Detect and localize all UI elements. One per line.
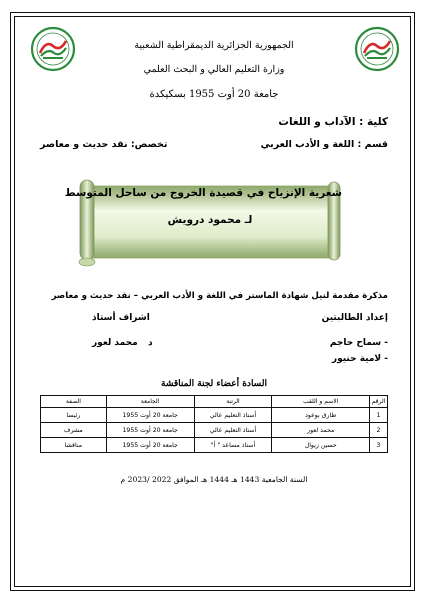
table-cell: أستاذ التعليم عالي bbox=[194, 423, 272, 438]
table-cell: حسين زيوال bbox=[272, 438, 370, 453]
supervisor-name: محمد لعور bbox=[92, 338, 138, 348]
academic-year: السنة الجامعية 1443 هـ 1444 هـ الموافق 2022 /2023 م bbox=[120, 475, 308, 484]
republic-name: الجمهورية الجزائرية الديمقراطية الشعبية bbox=[134, 40, 294, 51]
table-cell: مناقشا bbox=[41, 438, 107, 453]
students-label: إعداد الطالبتين bbox=[321, 313, 388, 323]
table-cell: طارق بوعود bbox=[272, 408, 370, 423]
table-cell: جامعة 20 أوت 1955 bbox=[106, 438, 194, 453]
supervisor-label: اشراف أستاذ bbox=[92, 313, 150, 323]
university-name: جامعة 20 أوت 1955 بسكيكدة bbox=[149, 89, 279, 100]
supervisor-prefix: د bbox=[148, 338, 153, 348]
table-cell: 1 bbox=[370, 408, 388, 423]
thesis-title-line-2: لـ محمود درويش bbox=[167, 214, 253, 226]
column-header-rank: الرتبة bbox=[194, 396, 272, 408]
table-header-row bbox=[41, 396, 388, 408]
table-cell: محمد لعور bbox=[272, 423, 370, 438]
table-cell: رئيسا bbox=[41, 408, 107, 423]
column-header-name: الاسم و اللقب bbox=[272, 396, 370, 408]
table-cell: مشرف bbox=[41, 423, 107, 438]
thesis-title-line-1: شعرية الإنزياح في قصيدة الخروج من ساحل المتوسط bbox=[64, 187, 342, 199]
page-border-inner bbox=[14, 16, 411, 587]
column-header-role: الصفة bbox=[41, 396, 107, 408]
committee-caption: السادة أعضاء لجنة المناقشة bbox=[161, 379, 267, 389]
ministry-name: وزارة التعليم العالي و البحث العلمي bbox=[143, 64, 285, 75]
committee-table bbox=[40, 395, 388, 453]
table-cell: جامعة 20 أوت 1955 bbox=[106, 408, 194, 423]
department-line: قسم : اللغة و الأدب العربي bbox=[260, 139, 388, 150]
column-header-university: الجامعة bbox=[106, 396, 194, 408]
table-cell: أستاذ مساعد " أ" bbox=[194, 438, 272, 453]
table-cell: 3 bbox=[370, 438, 388, 453]
memo-line: مذكرة مقدمة لنيل شهادة الماستر في اللغة و الأدب العربي – نقد حديث و معاصر bbox=[51, 291, 388, 301]
specialty-line: تخصص: نقد حديث و معاصر bbox=[40, 139, 168, 150]
student-1-name: - سماح حاجم bbox=[329, 338, 388, 348]
faculty-line: كلية : الآداب و اللغات bbox=[278, 116, 388, 128]
column-header-number: الرقم bbox=[370, 396, 388, 408]
table-row bbox=[41, 438, 388, 453]
table-cell: جامعة 20 أوت 1955 bbox=[106, 423, 194, 438]
table-row bbox=[41, 408, 388, 423]
table-cell: أستاذ التعليم عالي bbox=[194, 408, 272, 423]
student-2-name: - لامية حنيور bbox=[331, 354, 388, 364]
table-cell: 2 bbox=[370, 423, 388, 438]
table-row bbox=[41, 423, 388, 438]
